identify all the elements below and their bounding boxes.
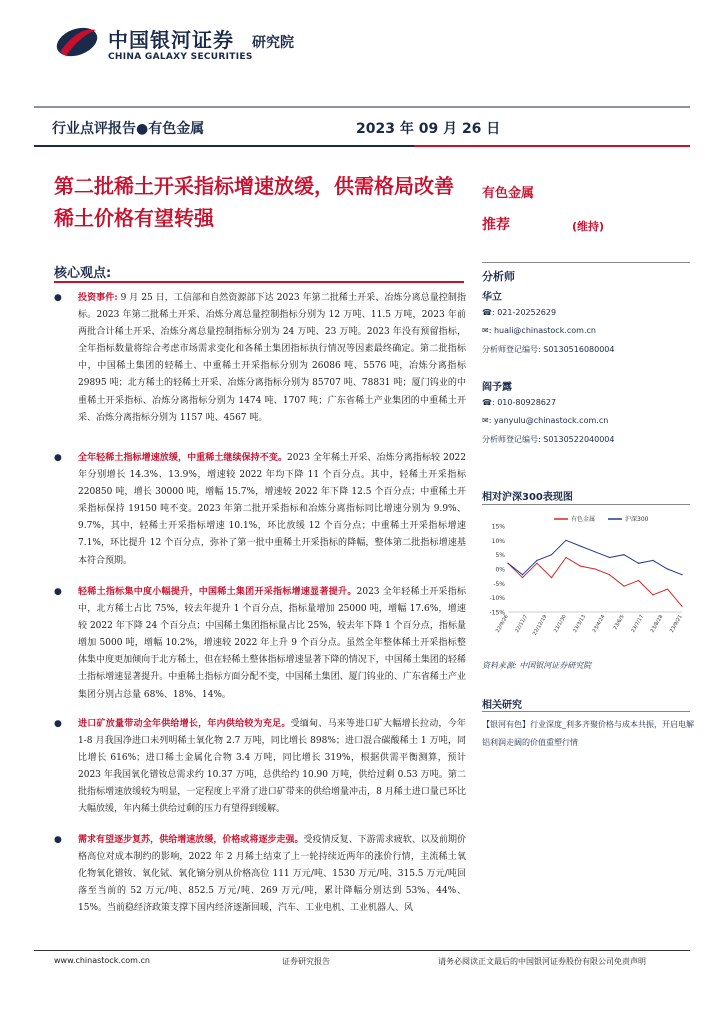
data-point — [551, 554, 552, 555]
bullet-text: 受疫情反复、下游需求疲软、以及前期价格高位对成本制约的影响，2022 年 2 月稀土结束了上一轮持续近两年的涨价行情，主流稀土氧化物氧化镨钕、氧化铽、氧化镝分别从价格高位 111 万元/吨、1530 万元/吨、315.5 万元/吨回落至当前的 52 万元/吨、852.5 万元/吨、269 万元/吨，累计降幅分别达到 53%、44%、15%。当前稳经济政策支撑下国内经济逐渐回暖，汽车、工业电机、工业机器人、风 — [78, 835, 466, 914]
x-tick-label: 23/8/28 — [649, 614, 665, 634]
data-point — [609, 557, 610, 558]
analyst-phone: ☎: 021-20252629 — [482, 308, 557, 317]
chart-heading: 相对沪深300表现图 — [482, 492, 573, 503]
legend-label: 有色金属 — [571, 516, 596, 523]
bullet-lead: 需求有望逐步复苏，供给增速放缓，价格或将逐步走强。 — [78, 835, 304, 845]
bullet-dot-icon: ● — [54, 719, 62, 729]
data-point — [580, 545, 581, 546]
data-point — [623, 586, 624, 587]
industry-label: 有色金属 — [482, 186, 535, 201]
analyst-name: 阎予露 — [482, 382, 512, 393]
report-date: 2023 年 09 月 26 日 — [356, 121, 501, 137]
x-tick-label: 23/7/17 — [630, 614, 646, 634]
bullet-lead: 投资事件: — [78, 293, 118, 303]
x-tick-label: 23/9/21 — [668, 614, 684, 634]
x-tick-label: 22/9/26 — [494, 614, 510, 634]
legend-label: 沪深300 — [625, 516, 649, 523]
data-point — [536, 560, 537, 561]
institute-name: 研究院 — [252, 35, 294, 51]
footer-divider — [34, 950, 690, 951]
bullet-dot-icon: ● — [54, 835, 62, 845]
analyst-heading: 分析师 — [482, 270, 515, 283]
data-point — [594, 568, 595, 569]
y-tick-label: -5% — [493, 580, 505, 588]
sidebar-divider — [482, 262, 690, 263]
bullet-lead: 全年轻稀土指标增速放缓，中重稀土继续保持不变。 — [78, 453, 288, 463]
logo-english-name: CHINA GALAXY SECURITIES — [108, 52, 253, 62]
bullet-text: 2023 全年稀土开采、冶炼分离指标较 2022 年分别增长 14.3%、13.9%，增速较 2022 年均下降 11 个百分点。其中，轻稀土开采指标 220850 吨，增长 30000 吨，增幅 15.7%，增速较 2022 年下降 12.5 个百分点；中重稀土开采指标保持 19150 吨不变。2023 年第二批开采指标和冶炼分离指标同比增速分别为 9.9%、9.7%，其中，轻稀土开采指标增速 10.1%，环比放缓 12 个百分点；中重稀土开采指标增速 7.1%，环比提升 12 个百分点，弥补了第一批中重稀土开采指标的降幅，整体第二批指标增速基本符合预期。 — [78, 453, 466, 566]
data-point — [652, 560, 653, 561]
x-tick-label: 22/11/7 — [514, 614, 530, 634]
data-point — [681, 574, 682, 575]
related-heading: 相关研究 — [482, 700, 522, 711]
core-viewpoint-heading: 核心观点: — [54, 266, 112, 281]
x-tick-label: 23/6/5 — [612, 614, 626, 631]
series-line-nonferrous — [508, 558, 682, 607]
y-tick-label: 0% — [495, 566, 505, 574]
bullet-lead: 轻稀土指标集中度小幅提升，中国稀土集团开采指标增速显著提升。 — [78, 587, 357, 597]
data-point — [507, 563, 508, 564]
analyst-name: 华立 — [482, 292, 502, 303]
footer-center: 证券研究报告 — [282, 957, 330, 966]
galaxy-logo-icon — [54, 22, 100, 62]
data-point — [551, 577, 552, 578]
bullet-paragraph — [54, 832, 466, 917]
bullet-paragraph — [54, 584, 466, 704]
report-title: 第二批稀土开采指标增速放缓，供需格局改善稀土价格有望转强 — [54, 174, 454, 230]
chart-source: 资料来源: 中国银河证券研究院 — [482, 661, 592, 670]
bullet-dot-icon: ● — [54, 453, 62, 463]
y-tick-label: -10% — [489, 595, 505, 603]
bullet-dot-icon: ● — [54, 293, 62, 303]
footer-url[interactable]: www.chinastock.com.cn — [54, 956, 150, 965]
section-divider — [54, 281, 464, 283]
data-point — [652, 594, 653, 595]
x-tick-label: 23/3/13 — [572, 614, 588, 634]
analyst-phone: ☎: 010-80928627 — [482, 398, 557, 407]
data-point — [522, 574, 523, 575]
bullet-lead: 进口矿放量带动全年供给增长，年内供给较为充足。 — [78, 719, 291, 729]
data-point — [565, 557, 566, 558]
bullet-text: 9 月 25 日，工信部和自然资源部下达 2023 年第二批稀土开采、冶炼分离总量控制指标。2023 年第二批稀土开采、冶炼分离总量控制指标分别为 12 万吨、11.5 万吨，2023 年前两批合计稀土开采、冶炼分离总量控制指标分别为 24 万吨、23 万吨。2023 年没有预留指标，全年指标数量将综合考虑市场需求变化和各稀土集团指标执行情况等因素最终确定。第二批指标中，中国稀土集团的轻稀土、中重稀土开采指标分别为 26086 吨、5576 吨，冶炼分离指标 29895 吨；北方稀土的轻稀土开采、冶炼分离指标分别为 85707 吨、78831 吨；厦门钨业的中重稀土开采指标、冶炼分离指标分别为 1474 吨、1707 吨；广东省稀土产业集团的中重稀土开采、冶炼分离指标分别为 1157 吨、4567 吨。 — [78, 293, 467, 423]
data-point — [667, 588, 668, 589]
bullet-dot-icon: ● — [54, 587, 62, 597]
rating-status: (维持) — [572, 220, 605, 233]
data-point — [623, 554, 624, 555]
bullet-text: 受缅甸、马来等进口矿大幅增长拉动，今年 1-8 月我国净进口未列明稀土氧化物 2.7 万吨，同比增长 898%；进口混合碳酸稀土 1 万吨，同比增长 616%；进口稀土金属化合物 3.4 万吨，同比增长 319%，根据供需平衡测算，预计 2023 年我国氧化镨钕总需求约 10.37 万吨，总供给约 10.90 万吨，供给过剩 0.53 万吨。第二批指标增速放缓较为明显，一定程度上平滑了进口矿带来的供给增量冲击，8 月稀土进口量已环比大幅放缓，年内稀土供给过剩的压力有望得到缓解。 — [78, 719, 466, 815]
analyst-registration: 分析师登记编号: S0130522040004 — [482, 435, 615, 444]
data-point — [638, 563, 639, 564]
related-research-link[interactable]: 【银河有色】行业深度_利多齐聚价格与成本共振，开启电解铝利润走阔的价值重塑行情 — [482, 720, 694, 747]
x-tick-label: 22/12/19 — [531, 614, 549, 637]
y-tick-label: 5% — [495, 552, 505, 560]
data-point — [536, 563, 537, 564]
sidebar-divider — [482, 711, 690, 712]
rating-label: 推荐 — [482, 217, 510, 233]
data-point — [638, 580, 639, 581]
data-point — [681, 606, 682, 607]
y-tick-label: 10% — [491, 537, 505, 545]
bullet-paragraph — [54, 716, 466, 819]
data-point — [565, 540, 566, 541]
y-tick-label: -15% — [489, 609, 505, 617]
data-point — [667, 568, 668, 569]
x-tick-label: 23/1/30 — [552, 614, 568, 634]
analyst-registration: 分析师登记编号: S0130516080004 — [482, 345, 615, 354]
y-tick-label: 15% — [491, 523, 505, 531]
x-tick-label: 23/4/24 — [591, 614, 607, 634]
data-point — [609, 574, 610, 575]
analyst-email[interactable]: ✉: yanyulu@chinastock.com.cn — [482, 416, 609, 425]
data-point — [594, 551, 595, 552]
report-type: 行业点评报告●有色金属 — [52, 121, 205, 137]
bullet-paragraph — [54, 290, 466, 427]
bullet-text: 2023 全年轻稀土开采指标中，北方稀土占比 75%，较去年提升 1 个百分点，指标量增加 25000 吨，增幅 17.6%，增速较 2022 年下降 24 个百分点；中国稀土集团指标量占比 25%，较去年下降 1 个百分点，指标量增加 5000 吨，增幅 10.2%，增速较 2022 年上升 9 个百分点。虽然全年整体稀土开采指标整体集中度更加倾向于北方稀土，但在轻稀土整体指标增速显著下降的情况下，中国稀土集团的轻稀土指标增速显著提升。中重稀土指标方面分配不变，中国稀土集团、厦门钨业的、广东省稀土产业集团分别占总量 68%、18%、14%。 — [78, 587, 466, 700]
sidebar-divider — [482, 504, 690, 505]
relative-performance-chart — [482, 512, 690, 652]
data-point — [580, 566, 581, 567]
bullet-paragraph — [54, 450, 466, 570]
analyst-email[interactable]: ✉: huali@chinastock.com.cn — [482, 326, 596, 335]
logo-chinese-name: 中国银河证券 — [108, 28, 234, 52]
footer-disclaimer: 请务必阅读正文最后的中国银河证券股份有限公司免责声明 — [438, 957, 646, 966]
data-point — [522, 577, 523, 578]
